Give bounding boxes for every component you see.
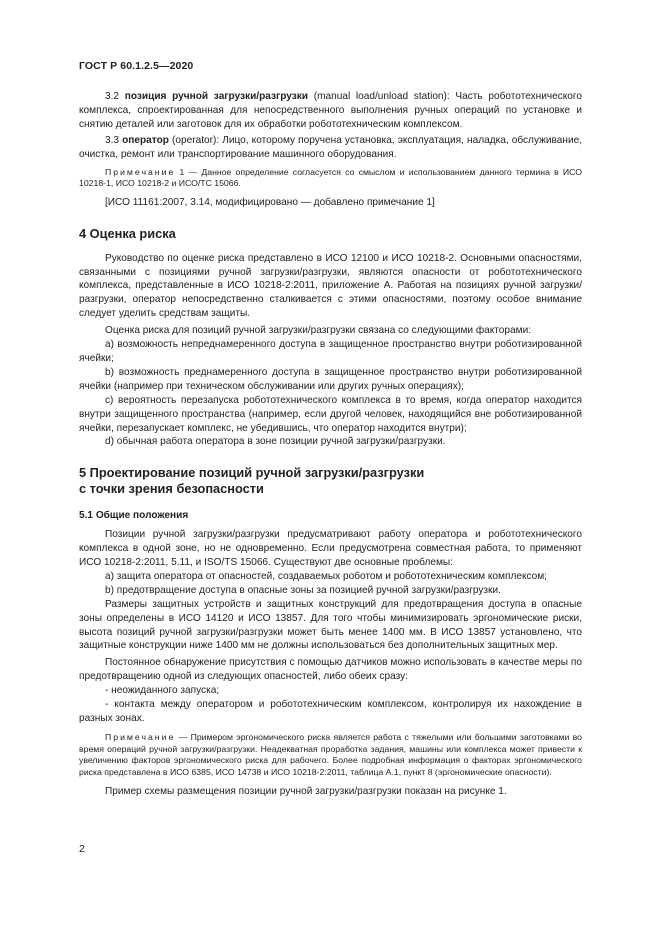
section-5-title-line-1: 5 Проектирование позиций ручной загрузки/разгрузки: [79, 465, 425, 481]
section-5-dash-2: - контакта между оператором и робототехническим комплексом, контролируя их нахождение в разных зонах.: [79, 699, 582, 724]
subsection-5-1-title: 5.1 Общие положения: [79, 510, 189, 522]
section-4-item-c: с) вероятность перезапуска робототехнического комплекса в то время, когда оператор находится внутри защищенного пространства (например, если другой человек, находящийся вне роботизированной ячейки, перезапускает комплекс, не убедившись, что оператор находится внутри);: [79, 394, 582, 434]
section-4-title: 4 Оценка риска: [79, 225, 176, 241]
source-reference: [ИСО 11161:2007, 3.14, модифицировано — добавлено примечание 1]: [105, 196, 435, 208]
section-5-paragraph-4: Пример схемы размещения позиции ручной загрузки/разгрузки показан на рисунке 1.: [105, 786, 507, 798]
note-ergonomic: [79, 732, 582, 778]
section-4-item-a: а) возможность непреднамеренного доступа в защищенное пространство внутри роботизированной ячейки;: [79, 339, 582, 364]
definition-number: 3.3: [105, 134, 120, 146]
page-number: 2: [79, 843, 85, 855]
definition-number: 3.2: [105, 91, 120, 102]
section-5-title-line-2: с точки зрения безопасности: [79, 481, 264, 497]
note-label: Примечание: [105, 731, 176, 742]
section-5-item-a: а) защита оператора от опасностей, создаваемых роботом и робототехническим комплексом;: [105, 570, 547, 582]
definition-3-3: [79, 134, 582, 162]
section-4-item-d: d) обычная работа оператора в зоне позиции ручной загрузки/разгрузки.: [105, 436, 446, 448]
standard-header: ГОСТ Р 60.1.2.5—2020: [79, 60, 194, 72]
section-5-dash-1: - неожиданного запуска;: [105, 685, 220, 697]
note-text: 1 — Данное определение согласуется со смыслом и использованием данного термина в ИСО 10218-1, ИСО 10218-2 и ИСО/ТС 15066.: [79, 166, 582, 189]
definition-text: (manual load/unload station): Часть робототехнического комплекса, спроектированная для непосредственного выполнения ручных операций по установке и снятию деталей или заготовок для их обработки робототехническим комплексом.: [79, 91, 582, 130]
section-4-item-b: b) возможность преднамеренного доступа в защищенное пространство внутри роботизированной ячейки (например при техническом обслуживании или других ручных операциях);: [79, 366, 582, 392]
section-4-paragraph-1: Руководство по оценке риска представлено в ИСО 12100 и ИСО 10218-2. Основными опасностями, связанными с позициями ручной загрузки/разгрузки, являются опасности от робототехнического комплекса, представленные в ИСО 10218-2:2011, приложение А. Работая на позициях ручной загрузки/разгрузки, оператор непосредственно сталкивается с этими опасностями, поэтому особое внимание следует уделить средствам защиты.: [79, 252, 582, 320]
definition-term: оператор: [122, 134, 169, 146]
section-5-paragraph-2: Размеры защитных устройств и защитных конструкций для предотвращения доступа в опасные зоны определены в ИСО 14120 и ИСО 13857. Для того чтобы минимизировать эргономические риски, высота позиций ручной загрузки/разгрузки может быть менее 1400 мм. В ИСО 13857 установлено, что защитные конструкции ниже 1400 мм не должны использоваться без дополнительных защитных мер.: [79, 598, 582, 652]
section-5-item-b: b) предотвращение доступа в опасные зоны за позицией ручной загрузки/разгрузки.: [105, 584, 501, 596]
note-text: — Примером эргономического риска является работа с тяжелыми или большими заготовками во время операций ручной загрузки/разгрузки. Неадекватная проработка задания, машины или комплекса может привести к увеличению факторов эргономического риска для рабочего. Более подробная информация о факторах эргономического риска представлена в ИСО 6385, ИСО 14738 и ИСО 10218-2:2011, таблица А.1, пункт 8 (эргономические опасности).: [79, 731, 582, 777]
note-label: Примечание: [105, 166, 176, 177]
section-5-paragraph-3: Постоянное обнаружение присутствия с помощью датчиков можно использовать в качестве меры по предотвращению одной из следующих опасностей, либо обеих сразу:: [79, 657, 582, 683]
definition-term: позиция ручной загрузки/разгрузки: [124, 91, 309, 102]
section-5-paragraph-1: Позиции ручной загрузки/разгрузки предусматривают работу оператора и робототехнического комплекса в одной зоне, но не одновременно. Если предусмотрена совместная работа, то применяют ИСО 10218-2:2011, 5.11, и ISO/TS 15066. Существуют две основные проблемы:: [79, 529, 582, 569]
definition-3-2: [79, 90, 582, 132]
note-1: [79, 167, 582, 190]
section-4-paragraph-2: Оценка риска для позиций ручной загрузки/разгрузки связана со следующими факторами:: [105, 325, 532, 337]
definition-text: (operator): Лицо, которому поручена установка, эксплуатация, наладка, обслуживание, очистка, ремонт или транспортирование машинного оборудования.: [79, 134, 582, 160]
page-content: [79, 90, 582, 799]
